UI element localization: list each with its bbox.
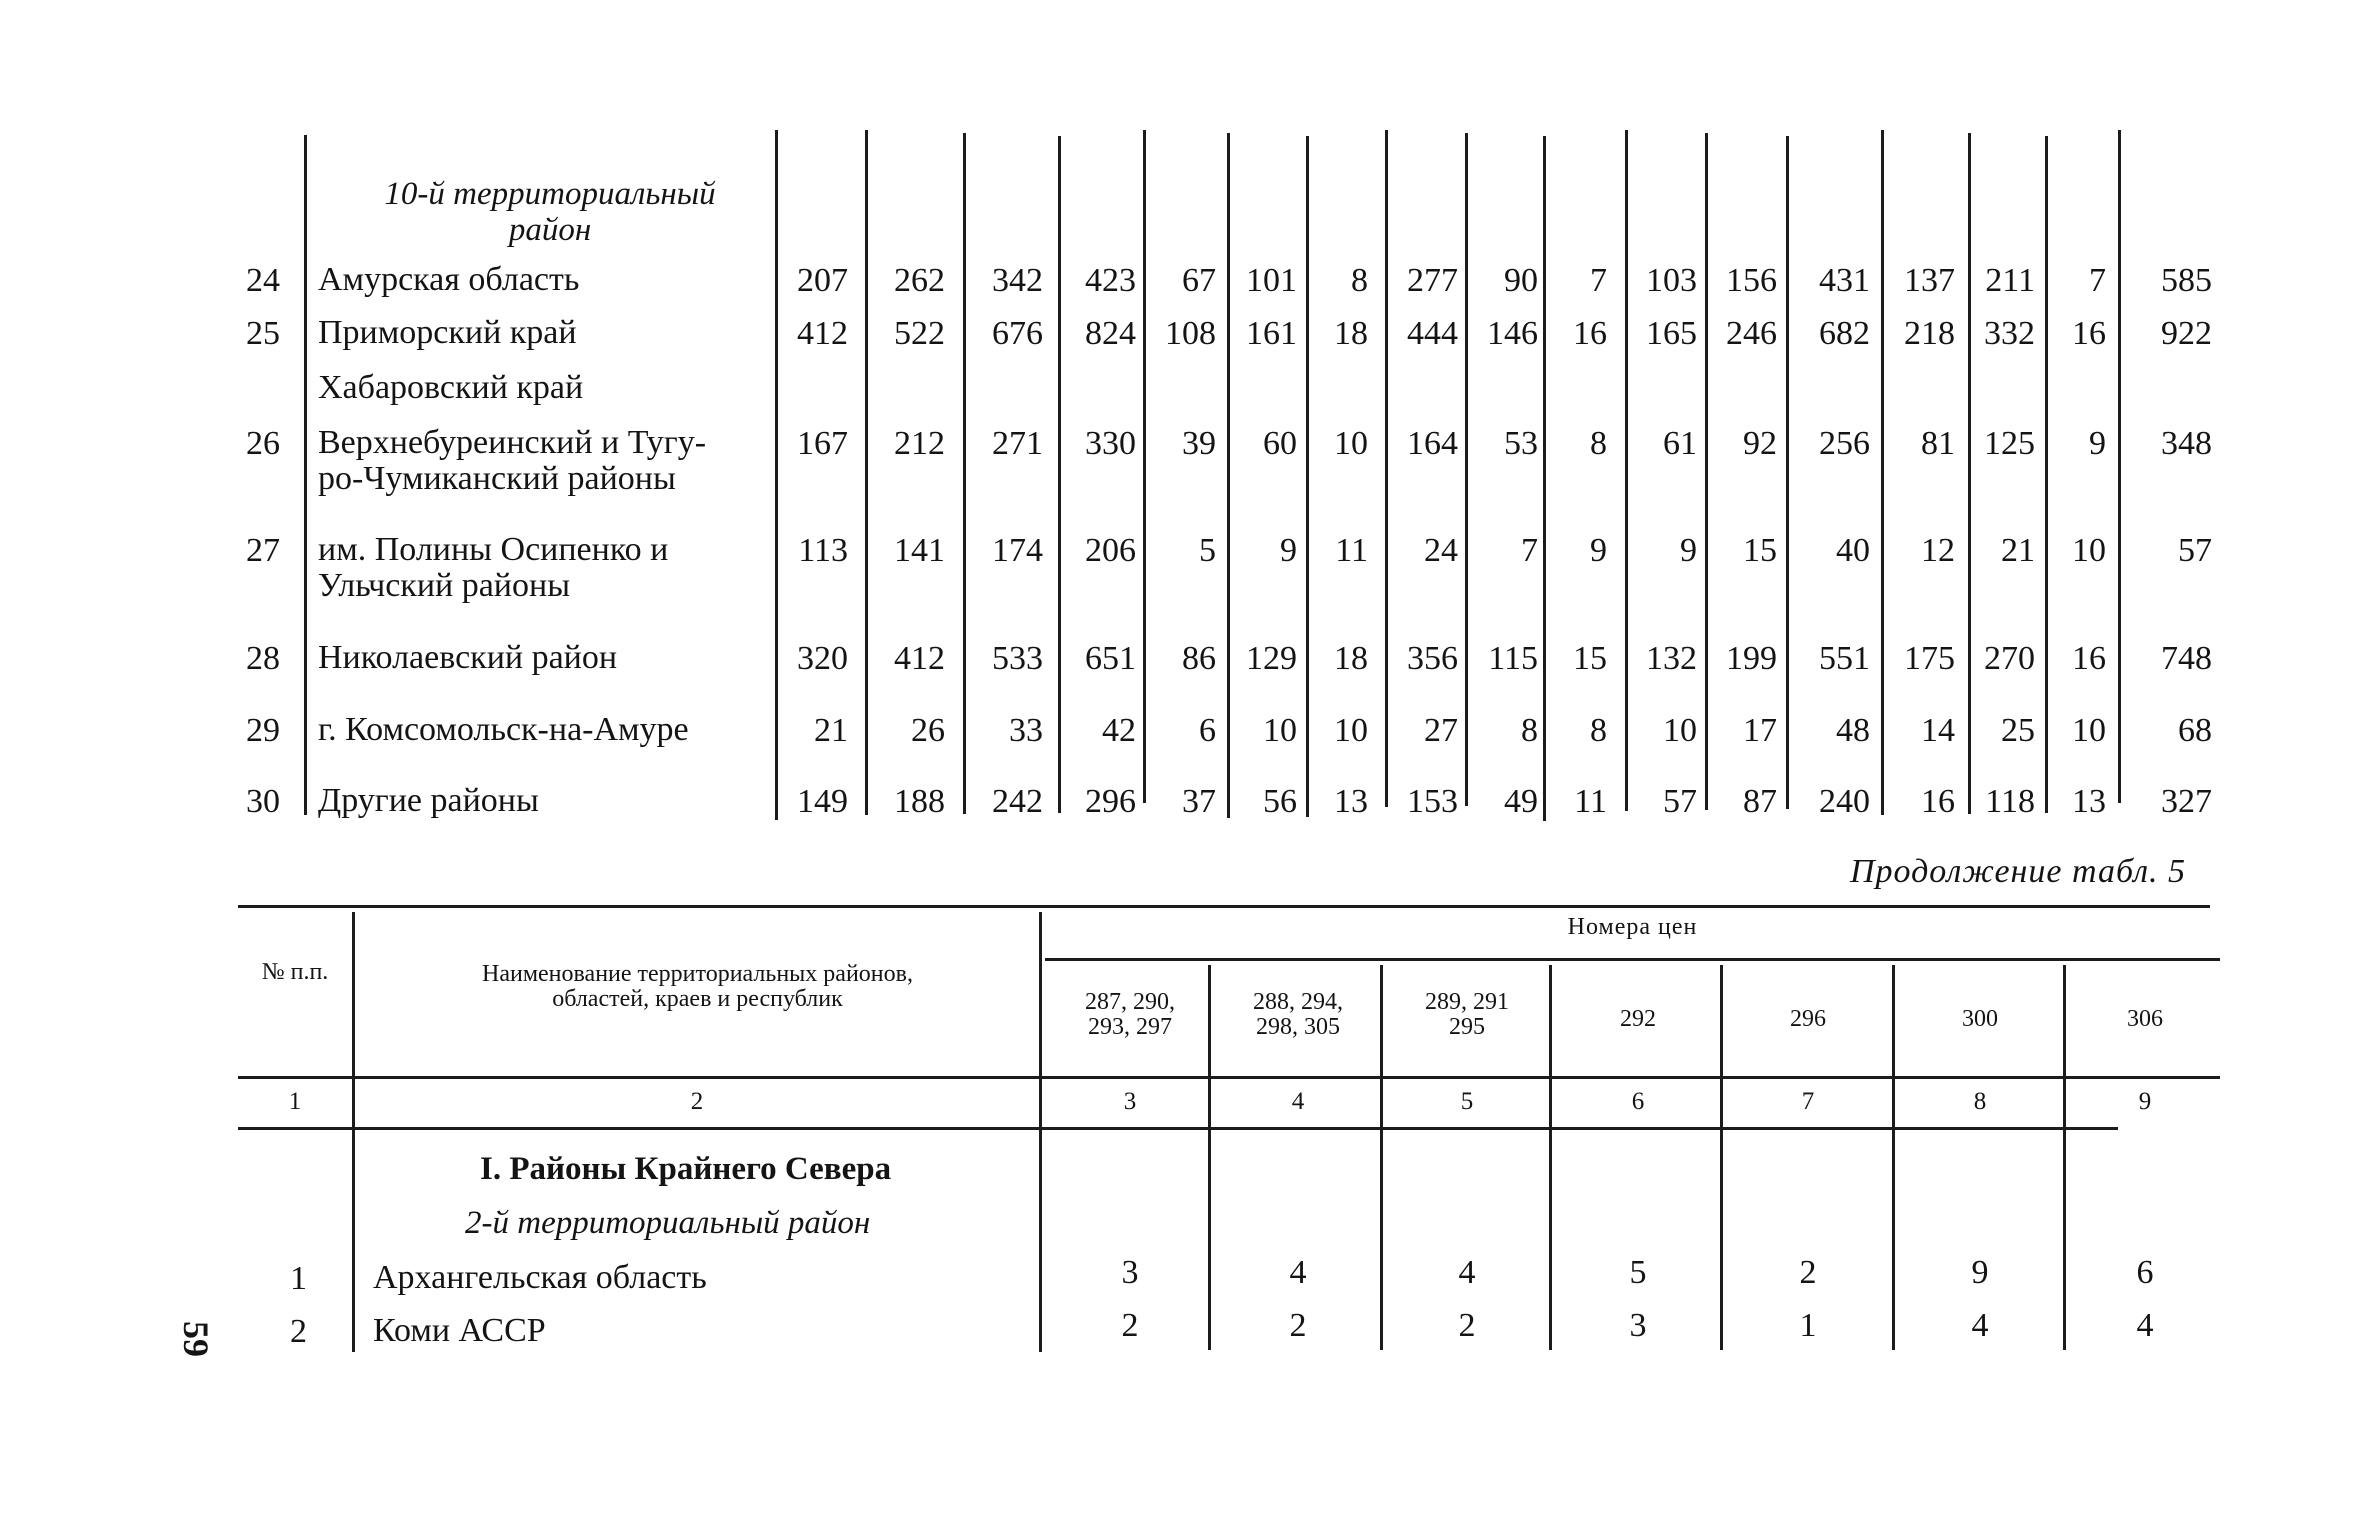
value-cell: 125: [1984, 425, 2035, 462]
value-cell: 748: [2161, 640, 2212, 677]
region-name: Хабаровский край: [318, 369, 584, 406]
value-cell: 7: [2089, 262, 2106, 299]
region-name-continued: ро-Чумиканский районы: [318, 460, 676, 497]
value-cell: 25: [2001, 712, 2035, 749]
row-number: 28: [246, 640, 280, 677]
value-cell: 21: [2001, 532, 2035, 569]
value-cell: 6: [1199, 712, 1216, 749]
row-number: 25: [246, 315, 280, 352]
value-cell: 327: [2161, 783, 2212, 820]
value-cell: 149: [797, 783, 848, 820]
value-cell: 423: [1085, 262, 1136, 299]
value-cell: 211: [1985, 262, 2035, 299]
value-cell: 585: [2161, 262, 2212, 299]
value-cell: 2: [1289, 1307, 1307, 1344]
value-cell: 7: [1521, 532, 1538, 569]
column-number: 1: [288, 1088, 302, 1115]
value-cell: 153: [1407, 783, 1458, 820]
value-cell: 356: [1407, 640, 1458, 677]
value-cell: 68: [2178, 712, 2212, 749]
row-number: 26: [246, 425, 280, 462]
value-cell: 1: [1799, 1307, 1817, 1344]
price-column-header: 300: [1962, 1006, 1998, 1032]
column-number: 9: [2138, 1088, 2152, 1115]
price-column-header: 306: [2127, 1006, 2163, 1032]
column-number: 2: [690, 1088, 704, 1115]
value-cell: 87: [1743, 783, 1777, 820]
value-cell: 113: [798, 532, 848, 569]
value-cell: 188: [894, 783, 945, 820]
value-cell: 132: [1646, 640, 1697, 677]
value-cell: 270: [1984, 640, 2035, 677]
region-name-continued: Ульчский районы: [318, 567, 571, 604]
value-cell: 212: [894, 425, 945, 462]
value-cell: 18: [1334, 640, 1368, 677]
value-cell: 533: [992, 640, 1043, 677]
bottom-column-rule: [1720, 965, 1723, 1350]
header-top-rule: [238, 905, 2210, 908]
value-cell: 141: [894, 532, 945, 569]
value-cell: 56: [1263, 783, 1297, 820]
value-cell: 18: [1334, 315, 1368, 352]
price-column-header: 288, 294, 298, 305: [1253, 989, 1343, 1040]
value-cell: 57: [1663, 783, 1697, 820]
value-cell: 320: [797, 640, 848, 677]
top-column-rule: [1465, 133, 1468, 806]
row-number: 24: [246, 262, 280, 299]
header-name-label-1: Наименование территориальных районов,: [482, 961, 913, 987]
price-column-header: 289, 291 295: [1425, 989, 1509, 1040]
value-cell: 26: [911, 712, 945, 749]
value-cell: 10: [2072, 712, 2106, 749]
value-cell: 9: [1590, 532, 1607, 569]
value-cell: 90: [1504, 262, 1538, 299]
row-number: 2: [290, 1313, 307, 1350]
bottom-rule-name: [1039, 912, 1042, 1352]
value-cell: 11: [1574, 783, 1607, 820]
continuation-caption: Продолжение табл. 5: [1850, 853, 2187, 890]
value-cell: 175: [1904, 640, 1955, 677]
top-column-rule: [1143, 130, 1146, 803]
region-name: Амурская область: [318, 261, 580, 298]
value-cell: 17: [1743, 712, 1777, 749]
value-cell: 4: [1971, 1307, 1989, 1344]
value-cell: 164: [1407, 425, 1458, 462]
value-cell: 332: [1984, 315, 2035, 352]
value-cell: 207: [797, 262, 848, 299]
value-cell: 330: [1085, 425, 1136, 462]
value-cell: 21: [814, 712, 848, 749]
value-cell: 10: [2072, 532, 2106, 569]
row-number: 1: [290, 1260, 307, 1297]
value-cell: 412: [894, 640, 945, 677]
value-cell: 551: [1819, 640, 1870, 677]
value-cell: 256: [1819, 425, 1870, 462]
value-cell: 4: [2136, 1307, 2154, 1344]
value-cell: 10: [1663, 712, 1697, 749]
top-column-rule: [2118, 130, 2121, 803]
value-cell: 2: [1121, 1307, 1139, 1344]
value-cell: 4: [1289, 1254, 1307, 1291]
price-column-header: 296: [1790, 1006, 1826, 1032]
column-number: 6: [1631, 1088, 1645, 1115]
value-cell: 129: [1246, 640, 1297, 677]
value-cell: 2: [1458, 1307, 1476, 1344]
top-column-rule: [1385, 130, 1388, 807]
value-cell: 39: [1182, 425, 1216, 462]
region-name: Николаевский район: [318, 639, 618, 676]
column-number: 5: [1460, 1088, 1474, 1115]
value-cell: 8: [1351, 262, 1368, 299]
value-cell: 115: [1488, 640, 1538, 677]
value-cell: 9: [1280, 532, 1297, 569]
value-cell: 5: [1199, 532, 1216, 569]
value-cell: 824: [1085, 315, 1136, 352]
value-cell: 682: [1819, 315, 1870, 352]
top-column-rule: [1705, 133, 1708, 810]
value-cell: 522: [894, 315, 945, 352]
region-name: Приморский край: [318, 314, 577, 351]
value-cell: 6: [2136, 1254, 2154, 1291]
value-cell: 3: [1629, 1307, 1647, 1344]
value-cell: 165: [1646, 315, 1697, 352]
value-cell: 118: [1985, 783, 2035, 820]
value-cell: 174: [992, 532, 1043, 569]
value-cell: 81: [1921, 425, 1955, 462]
value-cell: 12: [1921, 532, 1955, 569]
value-cell: 199: [1726, 640, 1777, 677]
header-bottom-rule: [238, 1076, 2220, 1079]
value-cell: 651: [1085, 640, 1136, 677]
header-prices-label: Номера цен: [1567, 914, 1698, 940]
region-name: Верхнебуреинский и Тугу-: [318, 424, 707, 461]
value-cell: 271: [992, 425, 1043, 462]
value-cell: 92: [1743, 425, 1777, 462]
value-cell: 16: [1573, 315, 1607, 352]
header-no-label: № п.п.: [261, 959, 329, 985]
value-cell: 9: [1680, 532, 1697, 569]
top-column-rule: [1786, 136, 1789, 809]
value-cell: 156: [1726, 262, 1777, 299]
value-cell: 431: [1819, 262, 1870, 299]
value-cell: 10: [1334, 712, 1368, 749]
page-number: 59: [176, 1321, 216, 1357]
value-cell: 8: [1521, 712, 1538, 749]
value-cell: 5: [1629, 1254, 1647, 1291]
value-cell: 101: [1246, 262, 1297, 299]
region-name: Архангельская область: [373, 1259, 707, 1296]
section-title: I. Районы Крайнего Севера: [480, 1151, 892, 1187]
value-cell: 15: [1573, 640, 1607, 677]
value-cell: 24: [1424, 532, 1458, 569]
value-cell: 60: [1263, 425, 1297, 462]
value-cell: 7: [1590, 262, 1607, 299]
value-cell: 4: [1458, 1254, 1476, 1291]
top-column-rule: [1625, 130, 1628, 811]
column-number: 3: [1123, 1088, 1137, 1115]
value-cell: 296: [1085, 783, 1136, 820]
value-cell: 53: [1504, 425, 1538, 462]
value-cell: 8: [1590, 712, 1607, 749]
value-cell: 15: [1743, 532, 1777, 569]
region-name: Другие районы: [318, 782, 539, 819]
value-cell: 42: [1102, 712, 1136, 749]
value-cell: 922: [2161, 315, 2212, 352]
row-number: 29: [246, 712, 280, 749]
value-cell: 10: [1334, 425, 1368, 462]
value-cell: 9: [1971, 1254, 1989, 1291]
value-cell: 16: [2072, 640, 2106, 677]
value-cell: 277: [1407, 262, 1458, 299]
header-name-label-2: областей, краев и республик: [552, 986, 843, 1012]
value-cell: 37: [1182, 783, 1216, 820]
value-cell: 14: [1921, 712, 1955, 749]
colnum-bottom-rule: [238, 1127, 2118, 1130]
value-cell: 218: [1904, 315, 1955, 352]
value-cell: 412: [797, 315, 848, 352]
value-cell: 108: [1165, 315, 1216, 352]
value-cell: 206: [1085, 532, 1136, 569]
value-cell: 10: [1263, 712, 1297, 749]
value-cell: 16: [2072, 315, 2106, 352]
value-cell: 13: [2072, 783, 2106, 820]
bottom-column-rule: [1892, 965, 1895, 1350]
region-name: им. Полины Осипенко и: [318, 531, 669, 568]
value-cell: 167: [797, 425, 848, 462]
value-cell: 444: [1407, 315, 1458, 352]
value-cell: 49: [1504, 783, 1538, 820]
value-cell: 27: [1424, 712, 1458, 749]
value-cell: 48: [1836, 712, 1870, 749]
value-cell: 342: [992, 262, 1043, 299]
value-cell: 246: [1726, 315, 1777, 352]
value-cell: 676: [992, 315, 1043, 352]
row-number: 30: [246, 783, 280, 820]
value-cell: 67: [1182, 262, 1216, 299]
top-section-title: 10-й территориальный район: [384, 176, 716, 248]
value-cell: 2: [1799, 1254, 1817, 1291]
value-cell: 16: [1921, 783, 1955, 820]
value-cell: 57: [2178, 532, 2212, 569]
value-cell: 11: [1335, 532, 1368, 569]
value-cell: 8: [1590, 425, 1607, 462]
value-cell: 146: [1487, 315, 1538, 352]
value-cell: 103: [1646, 262, 1697, 299]
bottom-column-rule: [1380, 965, 1383, 1350]
value-cell: 13: [1334, 783, 1368, 820]
region-name: г. Комсомольск-на-Амуре: [318, 711, 689, 748]
column-number: 4: [1291, 1088, 1305, 1115]
region-name: Коми АССР: [373, 1312, 546, 1349]
value-cell: 86: [1182, 640, 1216, 677]
row-number: 27: [246, 532, 280, 569]
value-cell: 242: [992, 783, 1043, 820]
value-cell: 262: [894, 262, 945, 299]
subsection-title: 2-й территориальный район: [465, 1205, 871, 1241]
column-number: 8: [1973, 1088, 1987, 1115]
prices-subheader-rule: [1045, 958, 2220, 961]
value-cell: 240: [1819, 783, 1870, 820]
value-cell: 161: [1246, 315, 1297, 352]
bottom-rule-index: [352, 912, 355, 1352]
top-rule-index: [304, 135, 307, 815]
price-column-header: 287, 290, 293, 297: [1085, 989, 1175, 1040]
bottom-column-rule: [1549, 965, 1552, 1350]
value-cell: 348: [2161, 425, 2212, 462]
column-number: 7: [1801, 1088, 1815, 1115]
price-column-header: 292: [1620, 1006, 1656, 1032]
value-cell: 40: [1836, 532, 1870, 569]
value-cell: 61: [1663, 425, 1697, 462]
value-cell: 137: [1904, 262, 1955, 299]
value-cell: 3: [1121, 1254, 1139, 1291]
value-cell: 9: [2089, 425, 2106, 462]
value-cell: 33: [1009, 712, 1043, 749]
